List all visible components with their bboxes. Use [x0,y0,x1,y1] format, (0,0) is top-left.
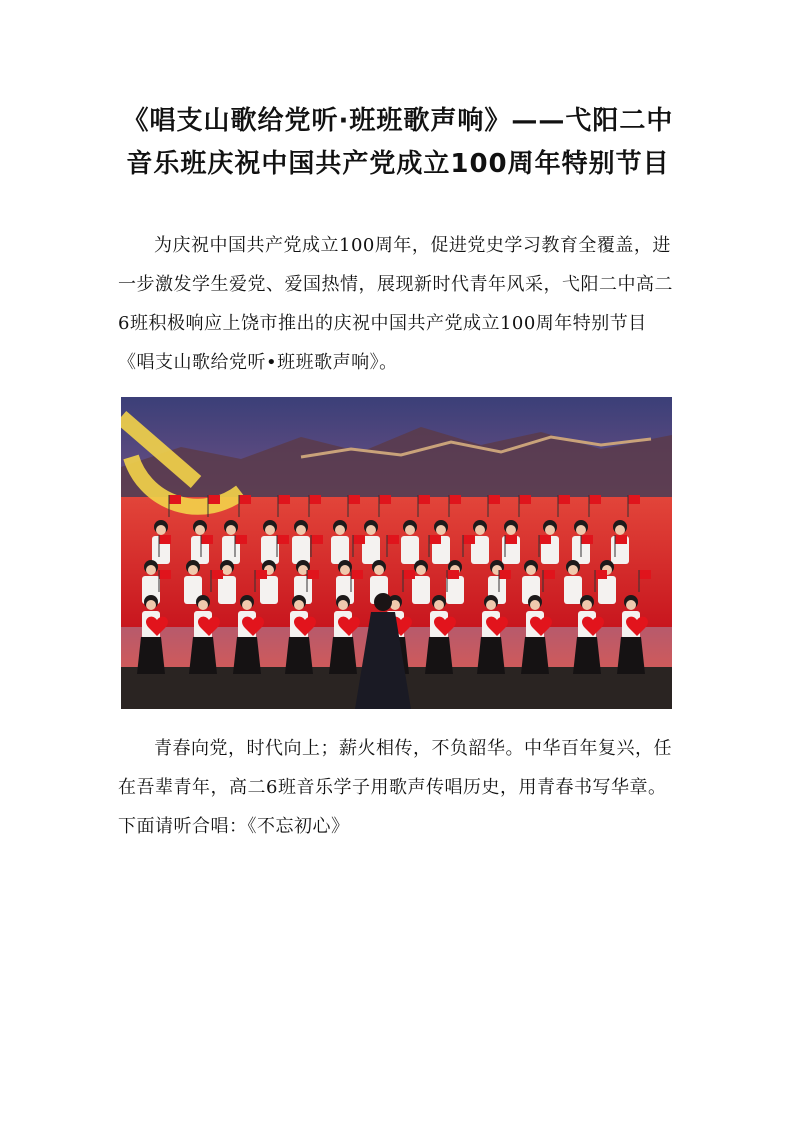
paragraph-closing: 青春向党，时代向上；薪火相传，不负韶华。中华百年复兴，任在吾辈青年，高二6班音乐学子用歌声传唱历史，用青春书写华章。下面请听合唱：《不忘初心》 [118,738,672,837]
page-title: 《唱支山歌给党听·班班歌声响》——弋阳二中音乐班庆祝中国共产党成立100周年特别节目 [122,106,674,179]
paragraph-intro: 为庆祝中国共产党成立100周年，促进党史学习教育全覆盖，进一步激发学生爱党、爱国热情，展现新时代青年风采，弋阳二中高二6班积极响应上饶市推出的庆祝中国共产党成立100周年特别节目《唱支山歌给党听•班班歌声响》。 [118,235,673,373]
choir-photo [121,397,672,709]
